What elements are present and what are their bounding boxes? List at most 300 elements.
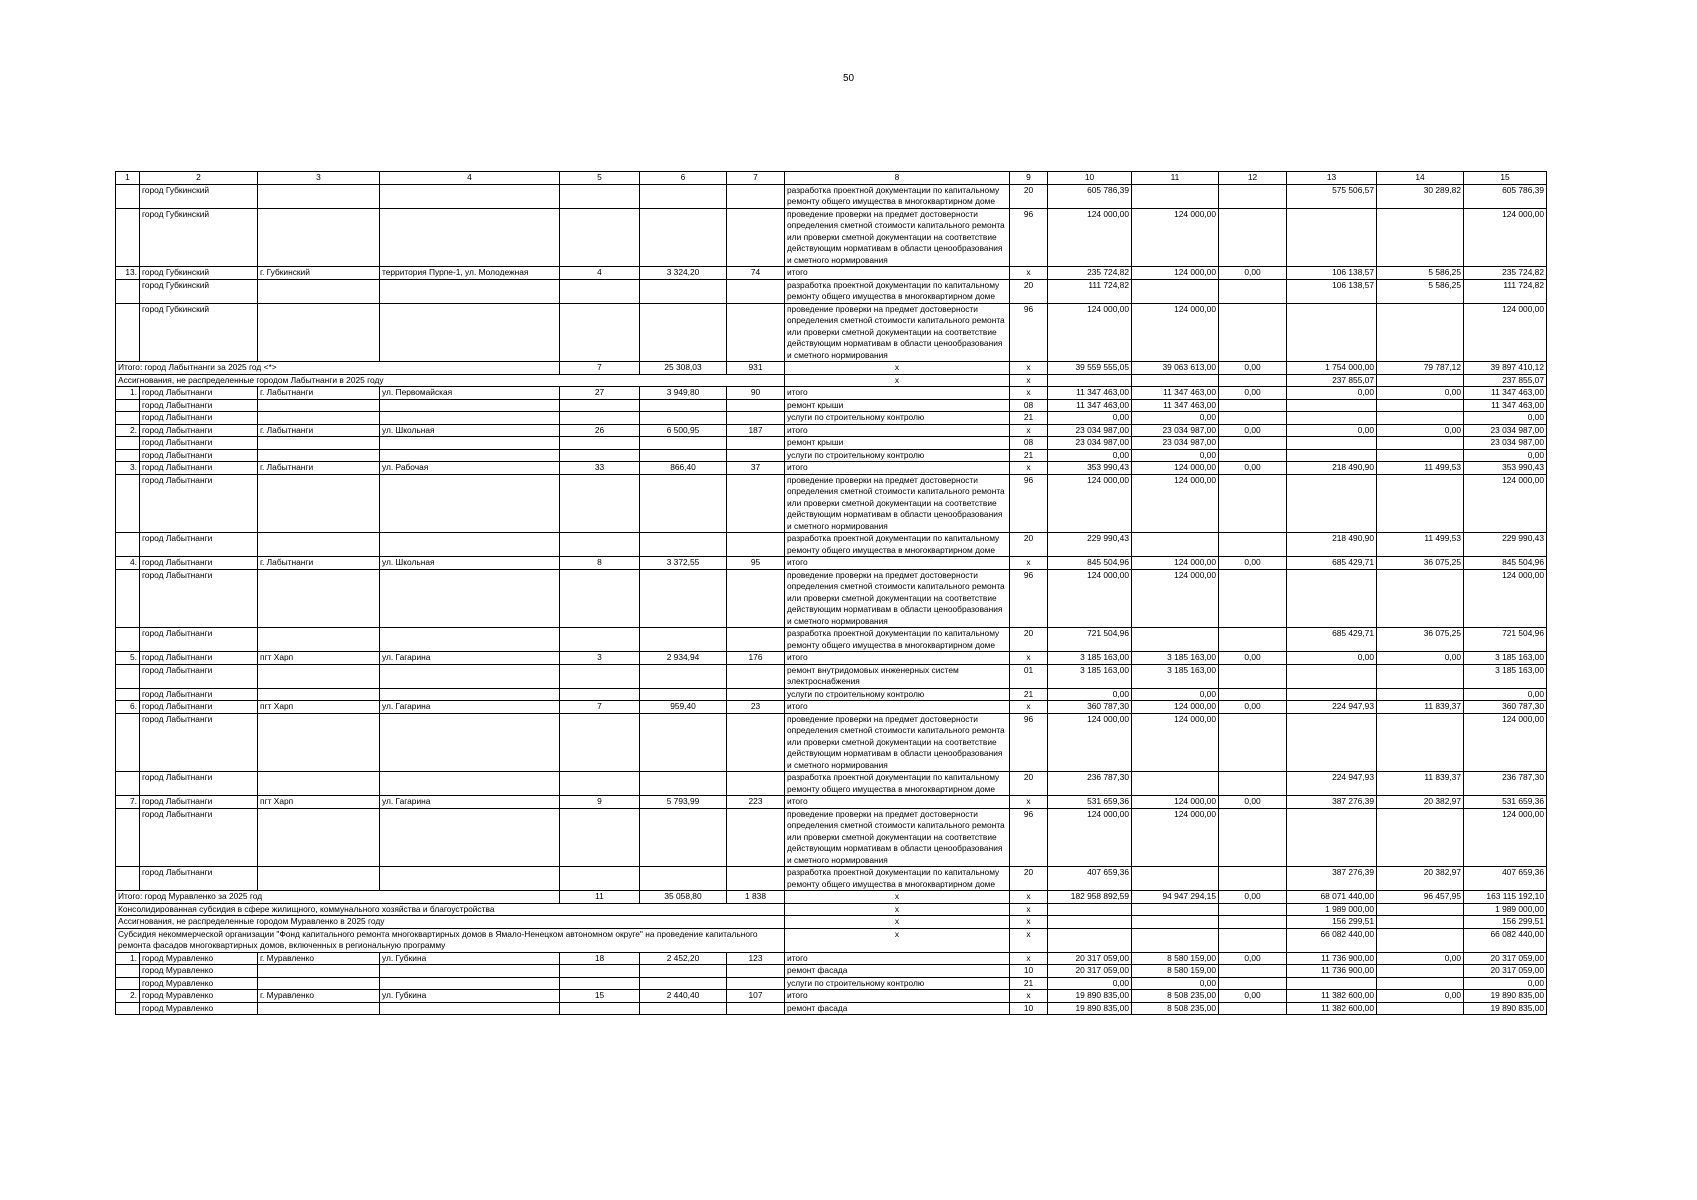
table-cell: 2 934,94: [640, 652, 727, 665]
table-cell: [560, 533, 640, 557]
table-cell: ул. Губкина: [380, 990, 560, 1003]
table-cell: [560, 449, 640, 462]
table-cell: [116, 977, 140, 990]
summary-row: [116, 891, 1547, 904]
table-cell: 107: [727, 990, 785, 1003]
table-cell: [640, 208, 727, 267]
table-cell: [380, 977, 560, 990]
table-cell: [1377, 208, 1464, 267]
table-cell: 229 990,43: [1464, 533, 1547, 557]
table-cell: [258, 965, 380, 978]
table-cell: [727, 977, 785, 990]
table-cell: 36 075,25: [1377, 557, 1464, 570]
table-cell: город Муравленко: [140, 965, 258, 978]
table-cell: 0,00: [1219, 652, 1287, 665]
table-cell: 1.: [116, 952, 140, 965]
table-cell: [1377, 303, 1464, 362]
table-cell: 39 559 555,05: [1048, 362, 1132, 375]
table-cell: [116, 399, 140, 412]
table-cell: 124 000,00: [1048, 303, 1132, 362]
table-cell: разработка проектной документации по капитальному ремонту общего имущества в многоквартирном доме: [785, 279, 1010, 303]
table-cell: 68 071 440,00: [1287, 891, 1377, 904]
table-cell: [727, 688, 785, 701]
table-cell: [1048, 903, 1132, 916]
table-cell: 229 990,43: [1048, 533, 1132, 557]
table-cell: [1219, 903, 1287, 916]
table-cell: 5 586,25: [1377, 267, 1464, 280]
table-cell: 353 990,43: [1464, 462, 1547, 475]
table-cell: [1219, 965, 1287, 978]
table-cell: 685 429,71: [1287, 628, 1377, 652]
table-cell: [727, 399, 785, 412]
table-cell: ул. Гагарина: [380, 796, 560, 809]
table-cell: [727, 533, 785, 557]
table-cell: город Лабытнанги: [140, 462, 258, 475]
table-cell: x: [785, 916, 1010, 929]
table-cell: [640, 569, 727, 628]
table-cell: x: [1010, 796, 1048, 809]
table-cell: [380, 208, 560, 267]
table-row: [116, 387, 1547, 400]
column-header-row: [116, 172, 1547, 185]
table-cell: 124 000,00: [1132, 557, 1219, 570]
table-cell: 8 508 235,00: [1132, 1002, 1219, 1015]
table-cell: [258, 437, 380, 450]
table-cell: ул. Школьная: [380, 557, 560, 570]
table-cell: [1377, 374, 1464, 387]
table-cell: [1219, 628, 1287, 652]
table-cell: [560, 772, 640, 796]
table-cell: [1219, 437, 1287, 450]
table-cell: 3 185 163,00: [1132, 652, 1219, 665]
program-table: [115, 171, 1547, 1015]
table-cell: 156 299,51: [1464, 916, 1547, 929]
table-cell: 111 724,82: [1464, 279, 1547, 303]
table-row: [116, 437, 1547, 450]
table-cell: 23 034 987,00: [1132, 424, 1219, 437]
table-cell: [116, 184, 140, 208]
table-cell: 7: [560, 701, 640, 714]
table-cell: 0,00: [1377, 990, 1464, 1003]
table-cell: 0,00: [1219, 990, 1287, 1003]
table-row: [116, 965, 1547, 978]
table-cell: [560, 412, 640, 425]
table-cell: 0,00: [1219, 387, 1287, 400]
column-header: 11: [1132, 172, 1219, 185]
table-cell: 106 138,57: [1287, 279, 1377, 303]
table-cell: [560, 664, 640, 688]
table-cell: x: [1010, 462, 1048, 475]
table-cell: 124 000,00: [1048, 208, 1132, 267]
table-cell: 11: [560, 891, 640, 904]
table-cell: 20: [1010, 279, 1048, 303]
table-cell: город Лабытнанги: [140, 772, 258, 796]
table-cell: [1377, 916, 1464, 929]
table-cell: 1 989 000,00: [1287, 903, 1377, 916]
table-cell: 721 504,96: [1464, 628, 1547, 652]
table-row: [116, 399, 1547, 412]
table-cell: 23 034 987,00: [1132, 437, 1219, 450]
table-cell: 1 838: [727, 891, 785, 904]
table-cell: 20 317 059,00: [1048, 965, 1132, 978]
table-cell: [1287, 569, 1377, 628]
table-cell: г. Лабытнанги: [258, 424, 380, 437]
table-cell: [1219, 279, 1287, 303]
table-cell: 9: [560, 796, 640, 809]
table-cell: [258, 412, 380, 425]
table-cell: 10: [1010, 1002, 1048, 1015]
table-cell: 124 000,00: [1048, 569, 1132, 628]
table-cell: [560, 279, 640, 303]
table-cell: ремонт крыши: [785, 399, 1010, 412]
table-cell: [640, 628, 727, 652]
table-cell: [380, 965, 560, 978]
table-cell: [1287, 977, 1377, 990]
table-cell: [560, 977, 640, 990]
table-cell: 124 000,00: [1132, 303, 1219, 362]
table-cell: 407 659,36: [1464, 867, 1547, 891]
table-cell: [727, 1002, 785, 1015]
table-cell: итого: [785, 990, 1010, 1003]
table-cell: 19 890 835,00: [1048, 990, 1132, 1003]
column-header: 15: [1464, 172, 1547, 185]
table-cell: [1132, 533, 1219, 557]
table-cell: 124 000,00: [1048, 808, 1132, 867]
table-cell: 23 034 987,00: [1048, 437, 1132, 450]
column-header: 9: [1010, 172, 1048, 185]
table-cell: [380, 772, 560, 796]
table-cell: [1132, 916, 1219, 929]
table-cell: город Муравленко: [140, 952, 258, 965]
allocation-label: Ассигнования, не распределенные городом Лабытнанги в 2025 году: [116, 374, 785, 387]
table-cell: [727, 965, 785, 978]
table-cell: [1219, 688, 1287, 701]
table-cell: [1377, 474, 1464, 533]
table-cell: 360 787,30: [1048, 701, 1132, 714]
table-cell: [1287, 713, 1377, 772]
table-cell: 11 382 600,00: [1287, 1002, 1377, 1015]
table-cell: итого: [785, 796, 1010, 809]
table-cell: 8: [560, 557, 640, 570]
table-cell: [258, 772, 380, 796]
table-cell: 0,00: [1132, 412, 1219, 425]
table-cell: город Лабытнанги: [140, 867, 258, 891]
table-cell: 74: [727, 267, 785, 280]
table-cell: 124 000,00: [1132, 808, 1219, 867]
table-cell: [380, 664, 560, 688]
table-cell: 20: [1010, 533, 1048, 557]
table-cell: 11 839,37: [1377, 772, 1464, 796]
table-cell: 237 855,07: [1287, 374, 1377, 387]
table-cell: 2 440,40: [640, 990, 727, 1003]
table-cell: [1377, 928, 1464, 952]
table-cell: 1.: [116, 387, 140, 400]
table-cell: 0,00: [1219, 267, 1287, 280]
table-cell: 8 580 159,00: [1132, 952, 1219, 965]
table-cell: [1377, 808, 1464, 867]
table-cell: 96: [1010, 808, 1048, 867]
table-cell: 575 506,57: [1287, 184, 1377, 208]
table-cell: [640, 399, 727, 412]
table-cell: проведение проверки на предмет достоверности определения сметной стоимости капитального ремонта или проверки сметной документации на соответствие действующим нормативам в области ценообразования и сметного нормирования: [785, 208, 1010, 267]
table-cell: [116, 688, 140, 701]
column-header: 14: [1377, 172, 1464, 185]
table-cell: [116, 569, 140, 628]
table-cell: 224 947,93: [1287, 701, 1377, 714]
table-cell: 33: [560, 462, 640, 475]
table-cell: [380, 449, 560, 462]
table-cell: [116, 808, 140, 867]
table-cell: [1377, 965, 1464, 978]
table-cell: 20 382,97: [1377, 796, 1464, 809]
table-cell: x: [785, 903, 1010, 916]
table-cell: [640, 867, 727, 891]
table-cell: 11 736 900,00: [1287, 952, 1377, 965]
table-cell: [1219, 1002, 1287, 1015]
table-cell: [727, 808, 785, 867]
table-cell: [380, 437, 560, 450]
table-cell: 3: [560, 652, 640, 665]
table-cell: 3 372,55: [640, 557, 727, 570]
table-cell: 124 000,00: [1048, 474, 1132, 533]
table-cell: 0,00: [1048, 977, 1132, 990]
table-cell: пгт Харп: [258, 701, 380, 714]
table-cell: 23 034 987,00: [1464, 437, 1547, 450]
table-cell: территория Пурпе-1, ул. Молодежная: [380, 267, 560, 280]
table-cell: 11 347 463,00: [1132, 399, 1219, 412]
table-cell: 5.: [116, 652, 140, 665]
table-cell: [258, 279, 380, 303]
table-cell: [116, 412, 140, 425]
table-cell: 0,00: [1219, 701, 1287, 714]
table-cell: [116, 208, 140, 267]
table-cell: город Губкинский: [140, 303, 258, 362]
table-cell: [380, 867, 560, 891]
table-cell: 866,40: [640, 462, 727, 475]
column-header: 5: [560, 172, 640, 185]
table-row: [116, 808, 1547, 867]
table-cell: [380, 412, 560, 425]
table-cell: 124 000,00: [1048, 713, 1132, 772]
table-cell: город Муравленко: [140, 990, 258, 1003]
table-cell: 224 947,93: [1287, 772, 1377, 796]
table-cell: [1219, 772, 1287, 796]
table-cell: [116, 664, 140, 688]
table-cell: [727, 664, 785, 688]
table-cell: [1132, 279, 1219, 303]
table-cell: ремонт крыши: [785, 437, 1010, 450]
table-cell: 124 000,00: [1132, 713, 1219, 772]
table-cell: 0,00: [1048, 449, 1132, 462]
table-cell: 79 787,12: [1377, 362, 1464, 375]
table-cell: [1377, 977, 1464, 990]
table-cell: итого: [785, 557, 1010, 570]
table-cell: x: [1010, 374, 1048, 387]
column-header: 8: [785, 172, 1010, 185]
column-header: 7: [727, 172, 785, 185]
table-cell: проведение проверки на предмет достоверности определения сметной стоимости капитального ремонта или проверки сметной документации на соответствие действующим нормативам в области ценообразования и сметного нормирования: [785, 569, 1010, 628]
table-cell: 959,40: [640, 701, 727, 714]
table-cell: город Лабытнанги: [140, 399, 258, 412]
table-cell: 11 499,53: [1377, 462, 1464, 475]
table-cell: x: [1010, 652, 1048, 665]
table-cell: 0,00: [1219, 952, 1287, 965]
table-cell: 236 787,30: [1464, 772, 1547, 796]
table-cell: 21: [1010, 977, 1048, 990]
table-cell: x: [1010, 387, 1048, 400]
table-cell: 39 897 410,12: [1464, 362, 1547, 375]
table-cell: [560, 569, 640, 628]
table-cell: г. Лабытнанги: [258, 557, 380, 570]
table-cell: 35 058,80: [640, 891, 727, 904]
table-cell: [1219, 474, 1287, 533]
table-cell: [258, 688, 380, 701]
table-cell: 11 347 463,00: [1464, 387, 1547, 400]
table-cell: 0,00: [1048, 688, 1132, 701]
table-cell: [1287, 808, 1377, 867]
table-row: [116, 713, 1547, 772]
table-cell: [1287, 688, 1377, 701]
table-cell: город Губкинский: [140, 279, 258, 303]
table-cell: [1377, 688, 1464, 701]
table-cell: город Муравленко: [140, 1002, 258, 1015]
table-cell: [1377, 664, 1464, 688]
allocation-label: Консолидированная субсидия в сфере жилищного, коммунального хозяйства и благоустройства: [116, 903, 785, 916]
table-cell: 10: [1010, 965, 1048, 978]
table-cell: 124 000,00: [1132, 796, 1219, 809]
table-cell: 13.: [116, 267, 140, 280]
table-cell: город Лабытнанги: [140, 449, 258, 462]
table-cell: [1219, 533, 1287, 557]
table-cell: 20 317 059,00: [1464, 952, 1547, 965]
table-cell: 6 500,95: [640, 424, 727, 437]
table-cell: [380, 474, 560, 533]
table-cell: [560, 184, 640, 208]
table-cell: [116, 279, 140, 303]
table-cell: [640, 437, 727, 450]
table-cell: услуги по строительному контролю: [785, 977, 1010, 990]
table-cell: проведение проверки на предмет достоверности определения сметной стоимости капитального ремонта или проверки сметной документации на соответствие действующим нормативам в области ценообразования и сметного нормирования: [785, 808, 1010, 867]
table-cell: 8 580 159,00: [1132, 965, 1219, 978]
table-cell: 124 000,00: [1132, 208, 1219, 267]
table-cell: [560, 867, 640, 891]
table-cell: итого: [785, 387, 1010, 400]
table-cell: 96: [1010, 474, 1048, 533]
table-cell: [380, 713, 560, 772]
table-cell: разработка проектной документации по капитальному ремонту общего имущества в многоквартирном доме: [785, 533, 1010, 557]
table-cell: [258, 474, 380, 533]
table-cell: 20 317 059,00: [1048, 952, 1132, 965]
table-cell: 235 724,82: [1048, 267, 1132, 280]
table-row: [116, 796, 1547, 809]
table-cell: г. Лабытнанги: [258, 462, 380, 475]
table-cell: 3 185 163,00: [1464, 664, 1547, 688]
table-cell: [1287, 208, 1377, 267]
table-cell: город Лабытнанги: [140, 796, 258, 809]
table-cell: город Лабытнанги: [140, 387, 258, 400]
table-cell: [1219, 184, 1287, 208]
table-cell: [640, 474, 727, 533]
table-row: [116, 474, 1547, 533]
table-cell: город Лабытнанги: [140, 713, 258, 772]
table-cell: x: [785, 362, 1010, 375]
table-cell: x: [1010, 928, 1048, 952]
table-cell: 360 787,30: [1464, 701, 1547, 714]
table-cell: x: [1010, 891, 1048, 904]
table-cell: [1287, 437, 1377, 450]
table-cell: 4: [560, 267, 640, 280]
table-cell: [1048, 374, 1132, 387]
table-cell: [1219, 916, 1287, 929]
table-cell: x: [785, 891, 1010, 904]
table-cell: [258, 628, 380, 652]
table-cell: [560, 474, 640, 533]
table-cell: итого: [785, 424, 1010, 437]
table-cell: 11 736 900,00: [1287, 965, 1377, 978]
table-cell: [560, 688, 640, 701]
table-cell: г. Губкинский: [258, 267, 380, 280]
table-cell: 531 659,36: [1464, 796, 1547, 809]
table-cell: [258, 1002, 380, 1015]
table-cell: [560, 1002, 640, 1015]
allocation-row: [116, 903, 1547, 916]
table-cell: 176: [727, 652, 785, 665]
table-cell: 19 890 835,00: [1464, 1002, 1547, 1015]
table-cell: 124 000,00: [1132, 462, 1219, 475]
table-cell: город Лабытнанги: [140, 628, 258, 652]
table-cell: 124 000,00: [1132, 701, 1219, 714]
table-cell: 0,00: [1377, 652, 1464, 665]
table-cell: разработка проектной документации по капитальному ремонту общего имущества в многоквартирном доме: [785, 867, 1010, 891]
table-cell: 931: [727, 362, 785, 375]
table-cell: 237 855,07: [1464, 374, 1547, 387]
allocation-row: [116, 928, 1547, 952]
table-cell: [380, 1002, 560, 1015]
table-cell: 0,00: [1377, 387, 1464, 400]
table-cell: [727, 412, 785, 425]
table-row: [116, 664, 1547, 688]
table-cell: 7.: [116, 796, 140, 809]
table-cell: [1219, 399, 1287, 412]
table-cell: 0,00: [1377, 424, 1464, 437]
table-cell: 0,00: [1377, 952, 1464, 965]
table-cell: город Лабытнанги: [140, 412, 258, 425]
table-cell: 37: [727, 462, 785, 475]
table-cell: [1377, 903, 1464, 916]
table-cell: [116, 1002, 140, 1015]
table-cell: 531 659,36: [1048, 796, 1132, 809]
table-cell: услуги по строительному контролю: [785, 412, 1010, 425]
table-cell: [116, 303, 140, 362]
table-cell: 19 890 835,00: [1464, 990, 1547, 1003]
table-cell: 407 659,36: [1048, 867, 1132, 891]
table-cell: [640, 533, 727, 557]
table-cell: [1287, 303, 1377, 362]
table-cell: [560, 437, 640, 450]
table-cell: [116, 867, 140, 891]
table-cell: 0,00: [1048, 412, 1132, 425]
table-cell: [1219, 569, 1287, 628]
table-cell: 163 115 192,10: [1464, 891, 1547, 904]
table-cell: ремонт внутридомовых инженерных систем электроснабжения: [785, 664, 1010, 688]
summary-row: [116, 362, 1547, 375]
table-cell: 5 793,99: [640, 796, 727, 809]
table-cell: итого: [785, 267, 1010, 280]
table-cell: 01: [1010, 664, 1048, 688]
table-cell: 11 347 463,00: [1464, 399, 1547, 412]
table-cell: [1377, 1002, 1464, 1015]
table-cell: 96: [1010, 569, 1048, 628]
